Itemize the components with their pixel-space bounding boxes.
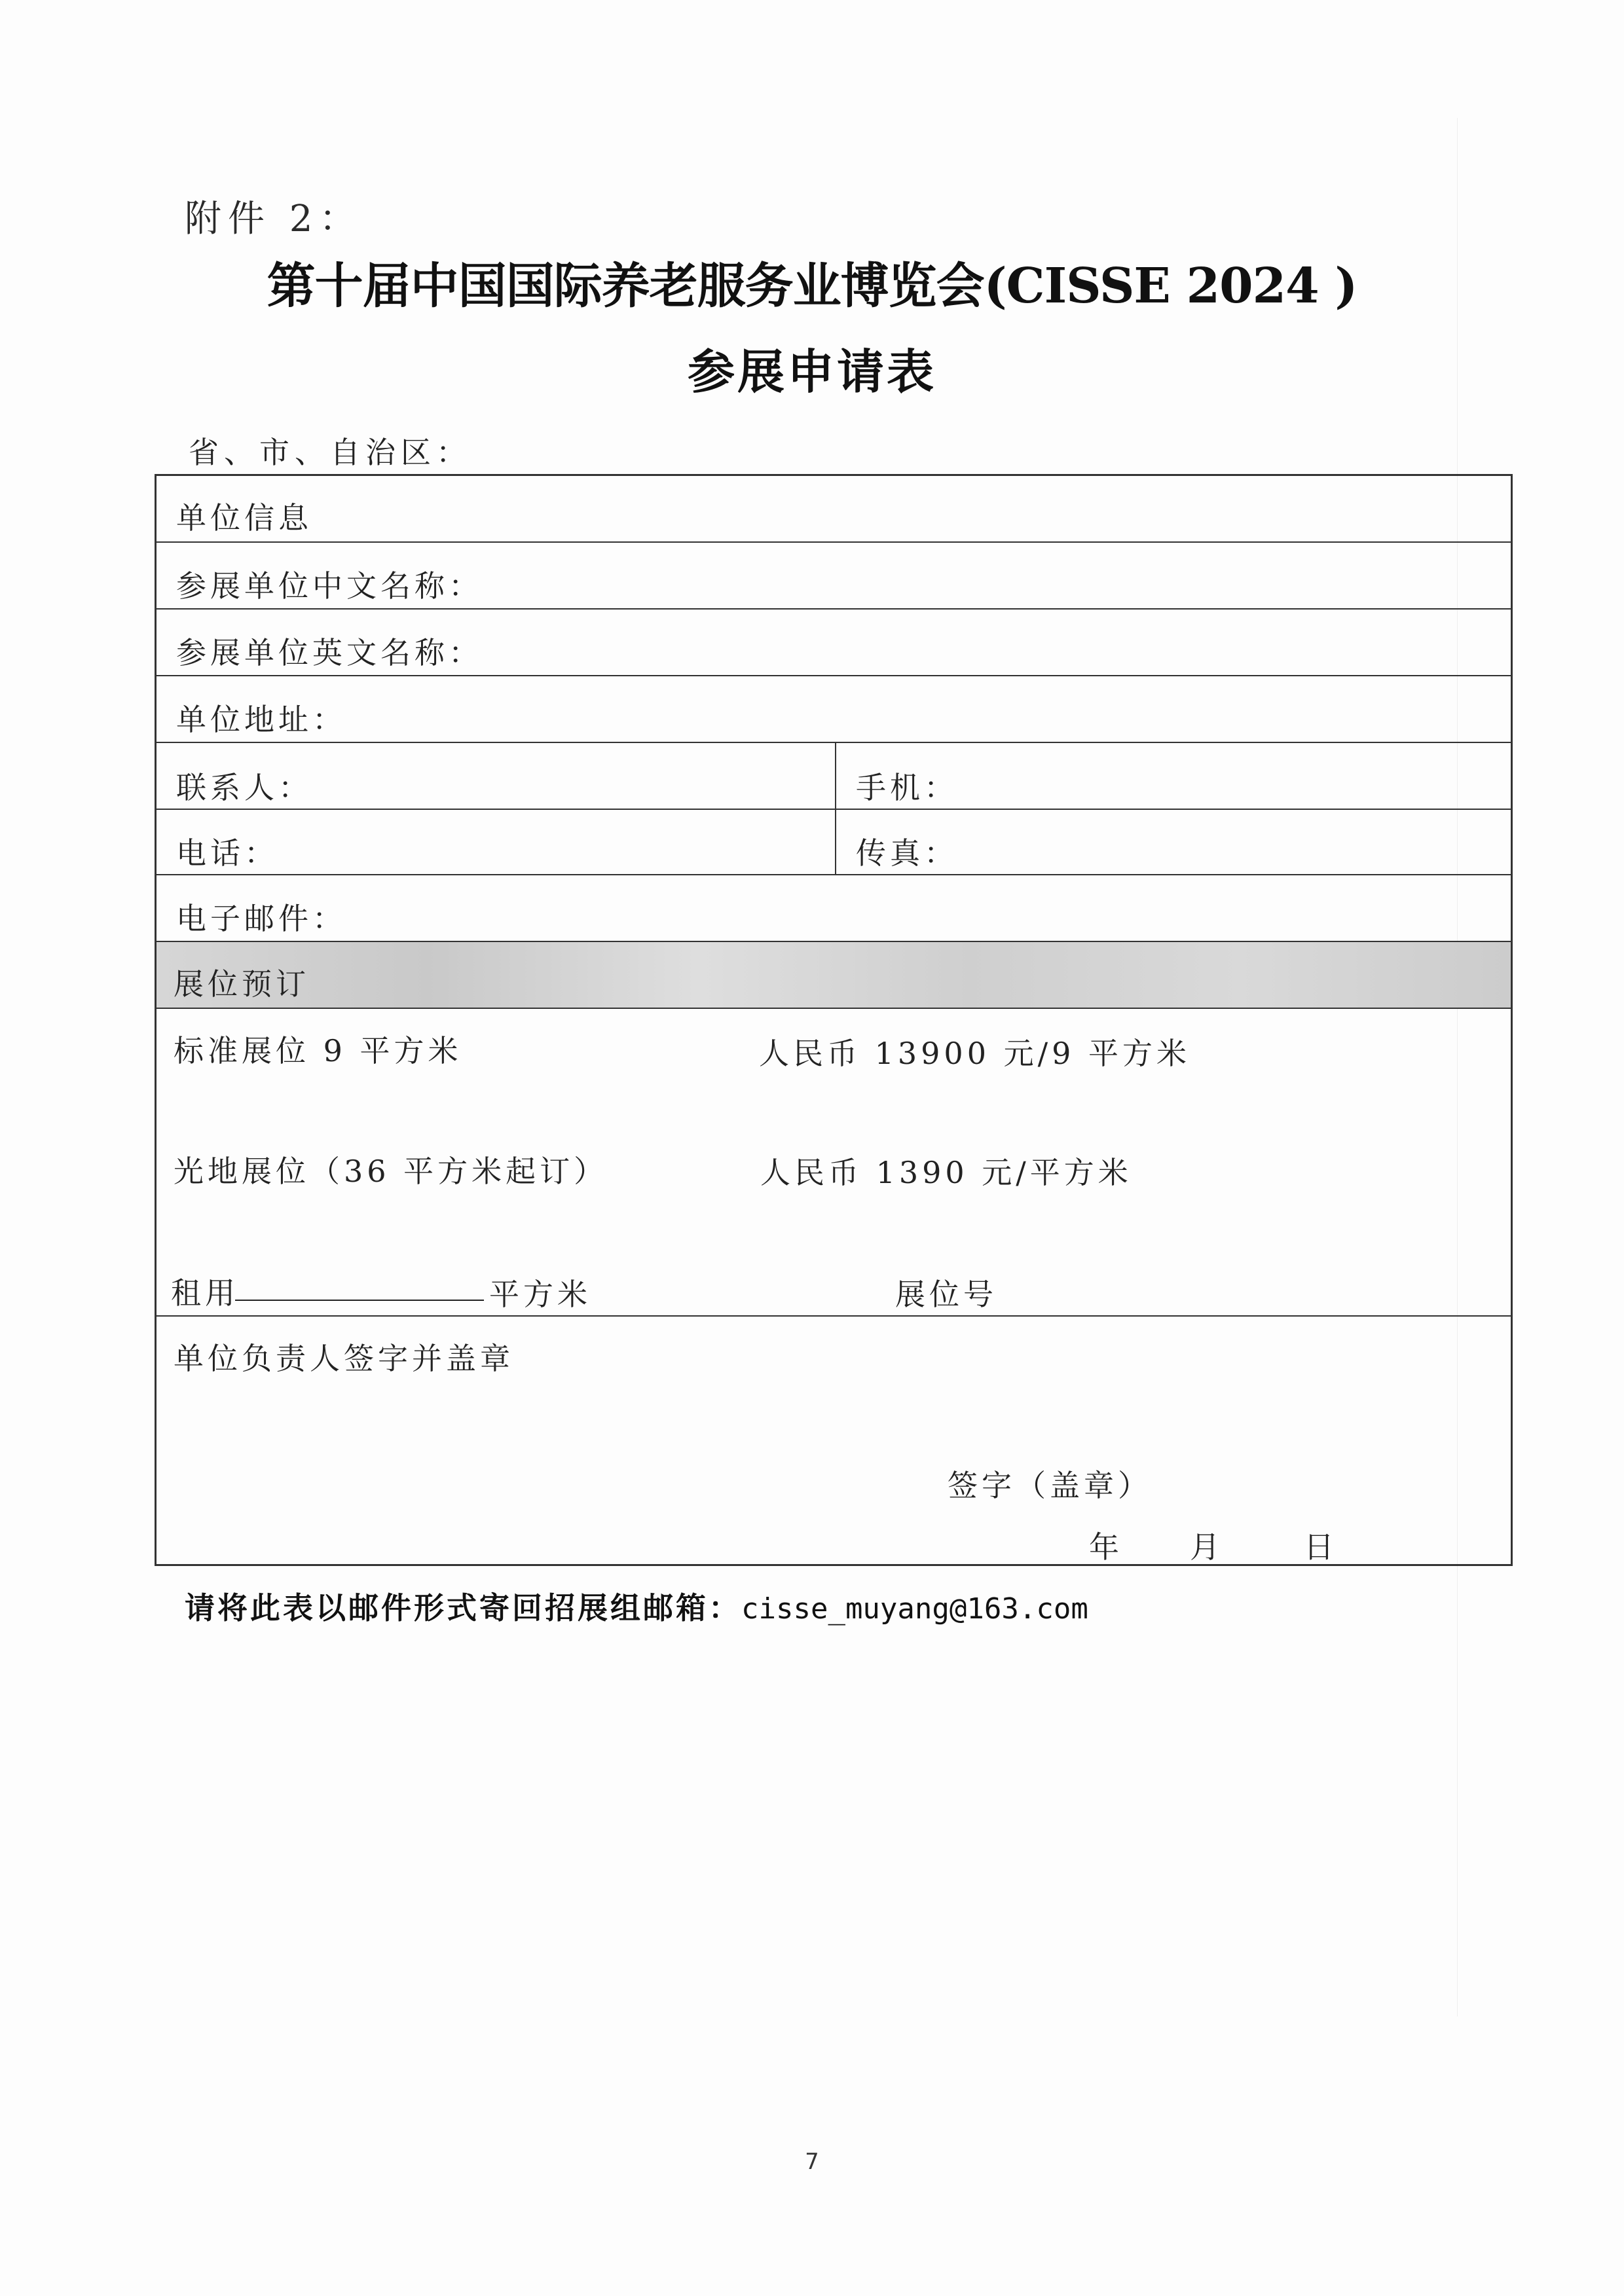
- fax-label: 传真：: [856, 835, 958, 871]
- row-company-en-name[interactable]: [157, 610, 1511, 676]
- contact-person-label: 联系人：: [176, 770, 312, 805]
- submission-email[interactable]: cisse_muyang@163.com: [741, 1592, 1088, 1626]
- rent-prefix-label: 租用: [171, 1275, 239, 1311]
- row-email[interactable]: [157, 875, 1511, 942]
- company-en-name-label: 参展单位英文名称：: [176, 635, 483, 670]
- column-divider: [835, 743, 836, 875]
- date-day-label: 日: [1304, 1529, 1338, 1565]
- date-month-label: 月: [1190, 1529, 1224, 1565]
- page-number: 7: [805, 2149, 819, 2175]
- document-title: 第十届中国国际养老服务业博览会(CISSE 2024 ): [267, 258, 1357, 314]
- standard-booth-label: 标准展位 9 平方米: [174, 1033, 462, 1068]
- mobile-label: 手机：: [856, 770, 958, 805]
- raw-space-price: 人民币 1390 元/平方米: [760, 1155, 1132, 1190]
- email-label: 电子邮件：: [176, 901, 346, 936]
- row-booth-options: [157, 1009, 1511, 1317]
- row-phone-fax: [157, 810, 1511, 875]
- submission-note: [185, 1584, 1088, 1628]
- company-address-label: 单位地址：: [176, 702, 346, 737]
- phone-label: 电话：: [176, 835, 278, 871]
- row-company-cn-name[interactable]: [157, 543, 1511, 610]
- rent-area-blank[interactable]: [235, 1300, 484, 1301]
- attachment-label: 附件 2：: [185, 198, 363, 240]
- booth-number-label: 展位号: [895, 1277, 997, 1312]
- document-subtitle: 参展申请表: [687, 344, 936, 399]
- standard-booth-price: 人民币 13900 元/9 平方米: [759, 1036, 1190, 1071]
- region-field-label: 省、市、自治区：: [189, 435, 471, 470]
- section-booth-label: 展位预订: [174, 966, 310, 1002]
- row-contact-mobile: [157, 743, 1511, 810]
- submission-note-text: 请将此表以邮件形式寄回招展组邮箱：: [185, 1590, 741, 1626]
- application-form-table: [155, 474, 1513, 1566]
- date-year-label: 年: [1089, 1529, 1123, 1565]
- row-section-booth: [157, 942, 1511, 1009]
- row-company-address[interactable]: [157, 676, 1511, 743]
- signature-seal-label: 签字（盖章）: [948, 1468, 1152, 1503]
- row-signature: [157, 1317, 1511, 1564]
- row-section-company: [157, 476, 1511, 543]
- rent-suffix-label: 平方米: [489, 1277, 591, 1312]
- section-company-label: 单位信息: [176, 500, 312, 536]
- raw-space-label: 光地展位（36 平方米起订）: [174, 1154, 608, 1189]
- signature-section-label: 单位负责人签字并盖章: [174, 1341, 514, 1376]
- company-cn-name-label: 参展单位中文名称：: [176, 568, 483, 604]
